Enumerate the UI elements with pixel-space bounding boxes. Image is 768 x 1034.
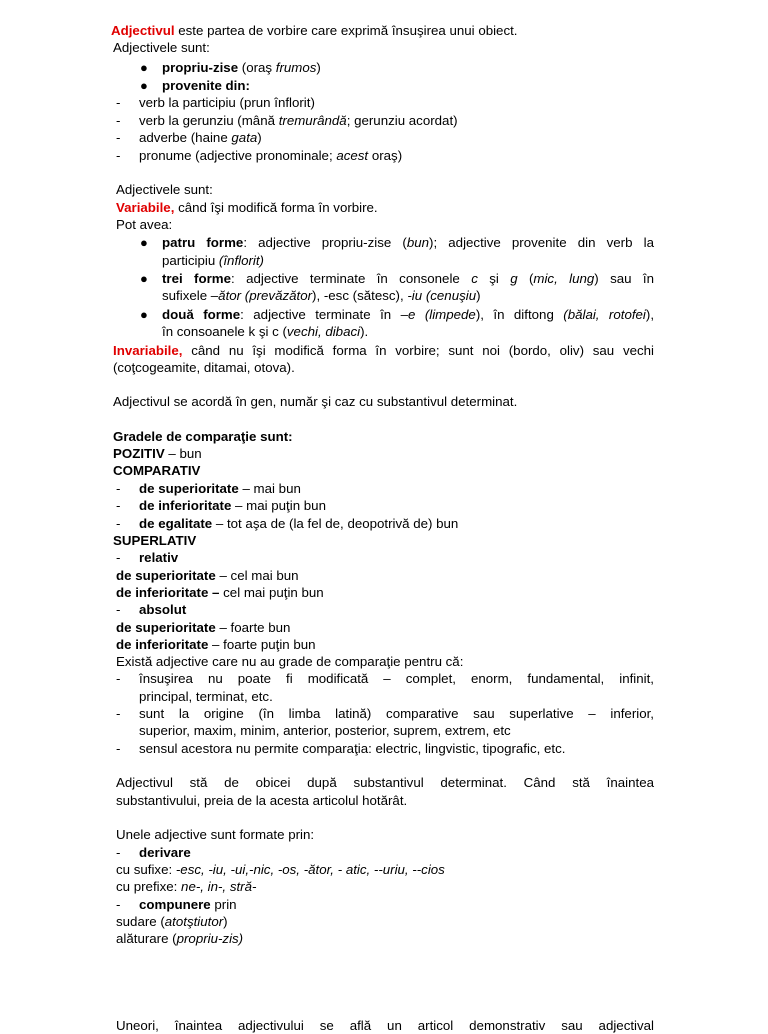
derivare-heading: derivare (139, 845, 191, 860)
patru-forme: patru forme: adjective propriu-zise (bun); adjective provenite din verb la (162, 235, 654, 250)
relativ-sup: de superioritate – cel mai bun (116, 568, 299, 583)
superlativ-heading: SUPERLATIV (113, 533, 197, 548)
absolut-sup: de superioritate – foarte bun (116, 620, 291, 635)
trei-forme: trei forme: adjective terminate în consonele c şi g (mic, lung) sau în (162, 271, 654, 286)
intro-line: Adjectivul este partea de vorbire care exprimă însuşirea unui obiect. (111, 23, 518, 38)
bullet-icon: ● (140, 235, 148, 250)
dash-icon: - (116, 671, 121, 686)
term-adjectivul: Adjectivul (111, 23, 175, 38)
list-item-cont: principal, terminat, etc. (139, 689, 273, 704)
bullet-icon: ● (140, 60, 148, 75)
term-variabile: Variabile, (116, 200, 175, 215)
list-item: de egalitate – tot aşa de (la fel de, deopotrivă de) bun (139, 516, 459, 531)
bullet-icon: ● (140, 271, 148, 286)
dash-icon: - (116, 845, 121, 860)
dash-icon: - (116, 498, 121, 513)
formation-intro: Unele adjective sunt formate prin: (116, 827, 315, 842)
bullet-icon: ● (140, 307, 148, 322)
alaturare-line: alăturare (propriu-zis) (116, 931, 244, 946)
dash-icon: - (116, 516, 121, 531)
dash-icon: - (116, 897, 121, 912)
relativ-heading: relativ (139, 550, 179, 565)
list-item: verb la gerunziu (mână tremurândă; gerunziu acordat) (139, 113, 458, 128)
agreement-line: Adjectivul se acordă în gen, număr şi caz cu substantivul determinat. (113, 394, 518, 409)
list-item: sunt la origine (în limba latină) comparative sau superlative – inferior, (139, 706, 654, 721)
bullet-icon: ● (140, 78, 148, 93)
dash-icon: - (116, 481, 121, 496)
pot-avea: Pot avea: (116, 217, 173, 232)
sufixe-line: cu sufixe: -esc, -iu, -ui,-nic, -os, -ător, - atic, --uriu, --cios (116, 862, 445, 877)
position-line: Adjectivul stă de obicei după substantivul determinat. Când stă înaintea (116, 775, 654, 790)
types-heading: Adjectivele sunt: (113, 40, 210, 55)
absolut-inf: de inferioritate – foarte puţin bun (116, 637, 316, 652)
list-item: însuşirea nu poate fi modificată – complet, enorm, fundamental, infinit, (139, 671, 654, 686)
doua-forme: două forme: adjective terminate în –e (limpede), în diftong (bălai, rotofei), (162, 307, 655, 322)
relativ-inf: de inferioritate – cel mai puţin bun (116, 585, 324, 600)
variable-heading: Adjectivele sunt: (116, 182, 213, 197)
comparativ-heading: COMPARATIV (113, 463, 201, 478)
absolut-heading: absolut (139, 602, 187, 617)
type-provenite: provenite din: (162, 78, 250, 93)
doua-forme-cont: în consoanele k şi c (vechi, dibaci). (162, 324, 369, 339)
list-item: adverbe (haine gata) (139, 130, 262, 145)
prefixe-line: cu prefixe: ne-, in-, stră- (116, 879, 257, 894)
sudare-line: sudare (atotştiutor) (116, 914, 228, 929)
list-item: de inferioritate – mai puţin bun (139, 498, 326, 513)
dash-icon: - (116, 130, 121, 145)
variable-line: Variabile, când îşi modifică forma în vorbire. (116, 200, 378, 215)
dash-icon: - (116, 741, 121, 756)
invariable-line: Invariabile, când nu îşi modifică forma în vorbire; sunt noi (bordo, oliv) sau vechi (113, 343, 654, 358)
invariable-cont: (coţcogeamite, ditamai, otova). (113, 360, 295, 375)
degrees-title: Gradele de comparaţie sunt: (113, 429, 293, 444)
list-item: de superioritate – mai bun (139, 481, 301, 496)
list-item-cont: superior, maxim, minim, anterior, posterior, suprem, extrem, etc (139, 723, 511, 738)
compunere-heading: compunere prin (139, 897, 237, 912)
list-item: verb la participiu (prun înflorit) (139, 95, 315, 110)
dash-icon: - (116, 550, 121, 565)
dash-icon: - (116, 148, 121, 163)
dash-icon: - (116, 602, 121, 617)
pozitiv-line: POZITIV – bun (113, 446, 202, 461)
nodegree-intro: Există adjective care nu au grade de comparaţie pentru că: (116, 654, 464, 669)
cutoff-line: Uneori, înaintea adjectivului se află un articol demonstrativ sau adjectival (116, 1018, 654, 1033)
dash-icon: - (116, 95, 121, 110)
term-invariabile: Invariabile, (113, 343, 183, 358)
dash-icon: - (116, 706, 121, 721)
position-cont: substantivului, preia de la acesta articolul hotărât. (116, 793, 408, 808)
list-item: pronume (adjective pronominale; acest oraş) (139, 148, 403, 163)
dash-icon: - (116, 113, 121, 128)
patru-forme-cont: participiu (înflorit) (162, 253, 264, 268)
type-propriu-zise: propriu-zise (oraş frumos) (162, 60, 321, 75)
trei-forme-cont: sufixele –ător (prevăzător), -esc (sătesc), -iu (cenuşiu) (162, 288, 481, 303)
list-item: sensul acestora nu permite comparaţia: electric, lingvistic, tipografic, etc. (139, 741, 566, 756)
